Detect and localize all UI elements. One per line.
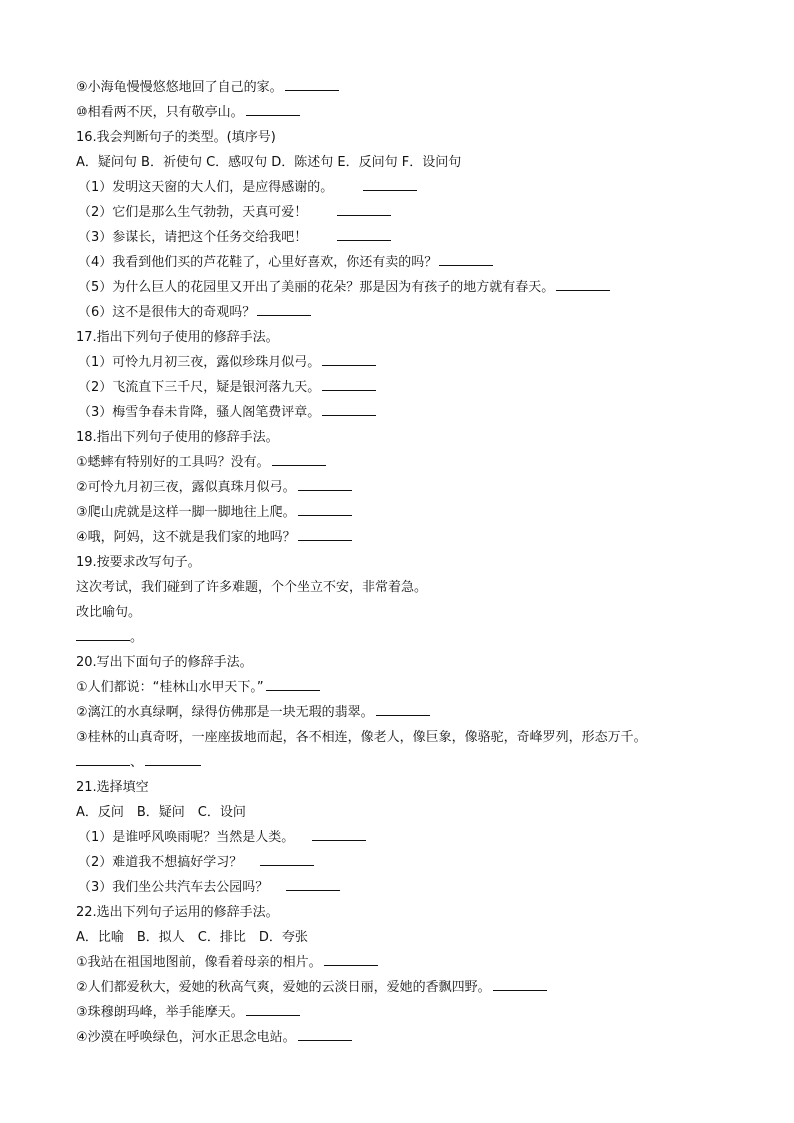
- line-text: （2）飞流直下三千尺，疑是银河落九天。: [78, 380, 321, 395]
- line-text: 改比喻句。: [76, 605, 142, 620]
- worksheet-page: [76, 75, 756, 1050]
- line-text: ⑩相看两不厌，只有敬亭山。: [76, 105, 244, 120]
- line-text: ⑨小海龟慢慢悠悠地回了自己的家。: [76, 80, 283, 95]
- line-text: ②漓江的水真绿啊，绿得仿佛那是一块无瑕的翡翠。: [76, 705, 374, 720]
- line-text: （1）是谁呼风唤雨呢？当然是人类。: [78, 830, 295, 845]
- answer-blank[interactable]: [246, 114, 300, 116]
- line-text: A．比喻 B．拟人 C．排比 D．夸张: [76, 930, 308, 945]
- question-line: [76, 950, 756, 975]
- question-line: [76, 275, 756, 300]
- answer-blank[interactable]: [286, 889, 340, 891]
- question-line: [76, 250, 756, 275]
- question-line: [76, 300, 756, 325]
- answer-blank[interactable]: [76, 764, 130, 766]
- question-line: [76, 500, 756, 525]
- answer-blank[interactable]: [556, 289, 610, 291]
- answer-blank[interactable]: [322, 414, 376, 416]
- question-line: [76, 350, 756, 375]
- line-text: A．疑问句 B．祈使句 C．感叹句 D．陈述句 E．反问句 F．设问句: [76, 155, 462, 170]
- answer-blank[interactable]: [322, 389, 376, 391]
- line-text: 22.选出下列句子运用的修辞手法。: [76, 905, 279, 920]
- options-line: [76, 800, 756, 825]
- line-text: （3）梅雪争春未肯降，骚人阁笔费评章。: [78, 405, 321, 420]
- answer-blank[interactable]: [363, 189, 417, 191]
- answer-blank[interactable]: [324, 964, 378, 966]
- answer-blank[interactable]: [439, 264, 493, 266]
- answer-blank[interactable]: [493, 989, 547, 991]
- line-text: 21.选择填空: [76, 780, 149, 795]
- answer-blank[interactable]: [246, 1014, 300, 1016]
- line-text: ②可怜九月初三夜，露似真珠月似弓。: [76, 480, 296, 495]
- line-text: 19.按要求改写句子。: [76, 555, 201, 570]
- line-text: （2）难道我不想搞好学习？: [78, 855, 243, 870]
- line-text: A．反问 B．疑问 C．设问: [76, 805, 246, 820]
- answer-line: [76, 750, 756, 775]
- question-line: [76, 400, 756, 425]
- line-text: （3）参谋长，请把这个任务交给我吧！: [78, 230, 308, 245]
- answer-line: [76, 625, 756, 650]
- answer-blank[interactable]: [298, 489, 352, 491]
- line-text: ②人们都爱秋大，爱她的秋高气爽，爱她的云淡日丽，爱她的香飘四野。: [76, 980, 491, 995]
- question-heading: [76, 325, 756, 350]
- instruction-line: [76, 600, 756, 625]
- answer-blank[interactable]: [257, 314, 311, 316]
- answer-blank[interactable]: [322, 364, 376, 366]
- line-text: （1）可怜九月初三夜，露似珍珠月似弓。: [78, 355, 321, 370]
- question-line: [76, 825, 756, 850]
- line-text: （1）发明这天窗的大人们，是应得感谢的。: [78, 180, 334, 195]
- line-text: ①人们都说：“桂林山水甲天下。”: [76, 680, 264, 695]
- line-text: 20.写出下面句子的修辞手法。: [76, 655, 253, 670]
- question-heading: [76, 900, 756, 925]
- question-line: [76, 100, 756, 125]
- options-line: [76, 150, 756, 175]
- line-text: ④沙漠在呼唤绿色，河水正思念电站。: [76, 1030, 296, 1045]
- question-heading: [76, 650, 756, 675]
- line-text: （5）为什么巨人的花园里又开出了美丽的花朵？那是因为有孩子的地方就有春天。: [78, 280, 555, 295]
- line-text: ③爬山虎就是这样一脚一脚地往上爬。: [76, 505, 296, 520]
- answer-blank[interactable]: [285, 89, 339, 91]
- question-line: [76, 850, 756, 875]
- answer-blank[interactable]: [260, 864, 314, 866]
- answer-blank[interactable]: [272, 464, 326, 466]
- question-heading: [76, 775, 756, 800]
- answer-blank[interactable]: [76, 639, 130, 641]
- line-text: 、: [130, 755, 144, 770]
- line-text: 。: [130, 630, 144, 645]
- line-text: （2）它们是那么生气勃勃，天真可爱！: [78, 205, 308, 220]
- line-text: （4）我看到他们买的芦花鞋了，心里好喜欢，你还有卖的吗？: [78, 255, 438, 270]
- question-line: [76, 200, 756, 225]
- question-heading: [76, 425, 756, 450]
- question-line: [76, 525, 756, 550]
- question-line: [76, 1000, 756, 1025]
- answer-blank[interactable]: [337, 214, 391, 216]
- answer-blank[interactable]: [266, 689, 320, 691]
- answer-blank[interactable]: [298, 539, 352, 541]
- question-line: [76, 700, 756, 725]
- line-text: ①我站在祖国地图前，像看着母亲的相片。: [76, 955, 322, 970]
- answer-blank[interactable]: [312, 839, 366, 841]
- question-heading: [76, 125, 756, 150]
- question-line: [76, 875, 756, 900]
- answer-blank[interactable]: [298, 1039, 352, 1041]
- answer-blank[interactable]: [337, 239, 391, 241]
- line-text: ④哦，阿妈，这不就是我们家的地吗？: [76, 530, 296, 545]
- line-text: 16.我会判断句子的类型。(填序号): [76, 130, 276, 145]
- line-text: ③珠穆朗玛峰，举手能摩天。: [76, 1005, 244, 1020]
- options-line: [76, 925, 756, 950]
- line-text: 18.指出下列句子使用的修辞手法。: [76, 430, 279, 445]
- question-line: [76, 1025, 756, 1050]
- question-line: [76, 75, 756, 100]
- line-text: 这次考试，我们碰到了许多难题，个个坐立不安，非常着急。: [76, 580, 428, 595]
- question-line: [76, 475, 756, 500]
- line-text: 17.指出下列句子使用的修辞手法。: [76, 330, 279, 345]
- question-line: [76, 175, 756, 200]
- question-line: [76, 725, 756, 750]
- line-text: （6）这不是很伟大的奇观吗？: [78, 305, 256, 320]
- question-line: [76, 975, 756, 1000]
- question-heading: [76, 550, 756, 575]
- answer-blank[interactable]: [376, 714, 430, 716]
- passage-line: [76, 575, 756, 600]
- answer-blank[interactable]: [298, 514, 352, 516]
- question-line: [76, 675, 756, 700]
- answer-blank[interactable]: [145, 764, 201, 766]
- line-text: ③桂林的山真奇呀，一座座拔地而起，各不相连，像老人，像巨象，像骆驼，奇峰罗列，形态万千。: [76, 730, 647, 745]
- question-line: [76, 375, 756, 400]
- line-text: ①蟋蟀有特别好的工具吗？没有。: [76, 455, 270, 470]
- line-text: （3）我们坐公共汽车去公园吗？: [78, 880, 269, 895]
- question-line: [76, 450, 756, 475]
- question-line: [76, 225, 756, 250]
